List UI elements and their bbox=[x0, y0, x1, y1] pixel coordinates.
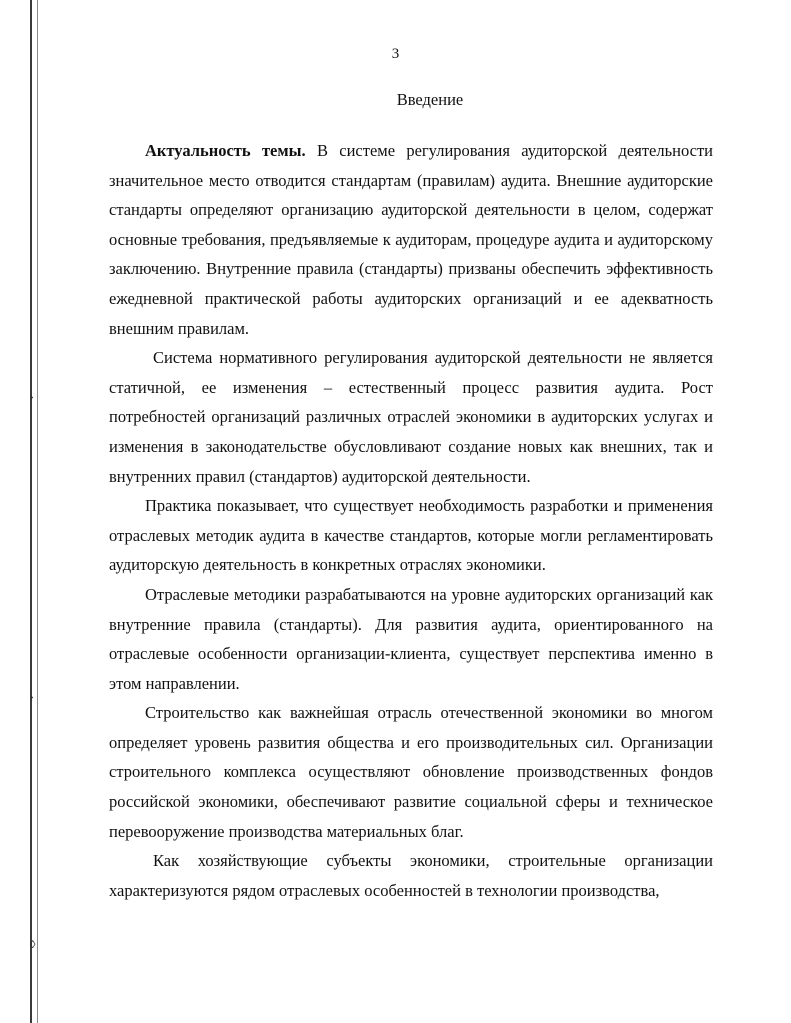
paragraph-relevance bbox=[109, 136, 713, 343]
paragraph: Система нормативного регулирования аудиторской деятельности не является статичной, ее изменения – естественный процесс развития аудита. Рост потребностей организаций различных отраслей экономики в аудиторских услугах и изменения в законодательстве обусловливают создание новых как внешних, так и внутренних правил (стандартов) аудиторской деятельности. bbox=[109, 348, 713, 486]
binding-hole-mark: ◊ bbox=[30, 939, 36, 951]
page-heading: Введение bbox=[396, 90, 464, 109]
page-number: 3 bbox=[391, 46, 400, 62]
paragraph: Строительство как важнейшая отрасль отечественной экономики во многом определяет уровень развития общества и его производительных сил. Организации строительного комплекса осуществляют обновление производственных фондов российской экономики, обеспечивают развитие социальной сферы и техническое перевооружение производства материальных благ. bbox=[109, 703, 713, 841]
body-text bbox=[109, 136, 713, 905]
binding-hole-mark: › bbox=[30, 391, 34, 403]
scan-left-border bbox=[30, 0, 32, 1023]
scan-left-border-inner bbox=[37, 0, 38, 1023]
paragraph: Практика показывает, что существует необходимость разработки и применения отраслевых методик аудита в качестве стандартов, которые могли регламентировать аудиторскую деятельность в конкретных отраслях экономики. bbox=[109, 496, 713, 575]
binding-hole-mark: › bbox=[30, 691, 34, 703]
paragraph-text: В системе регулирования аудиторской деятельности значительное место отводится стандартам (правилам) аудита. Внешние аудиторские стандарты определяют организацию аудиторской деятельности в целом, содержат основные требования, предъявляемые к аудиторам, процедуре аудита и аудиторскому заключению. Внутренние правила (стандарты) призваны обеспечить эффективность ежедневной практической работы аудиторских организаций и ее адекватность внешним правилам. bbox=[109, 141, 713, 338]
paragraph: Как хозяйствующие субъекты экономики, строительные организации характеризуются рядом отраслевых особенностей в технологии производства, bbox=[109, 851, 713, 900]
paragraph: Отраслевые методики разрабатываются на уровне аудиторских организаций как внутренние правила (стандарты). Для развития аудита, ориентированного на отраслевые особенности организации-клиента, существует перспектива именно в этом направлении. bbox=[109, 584, 713, 693]
paragraph-lead: Актуальность темы. bbox=[145, 141, 306, 160]
